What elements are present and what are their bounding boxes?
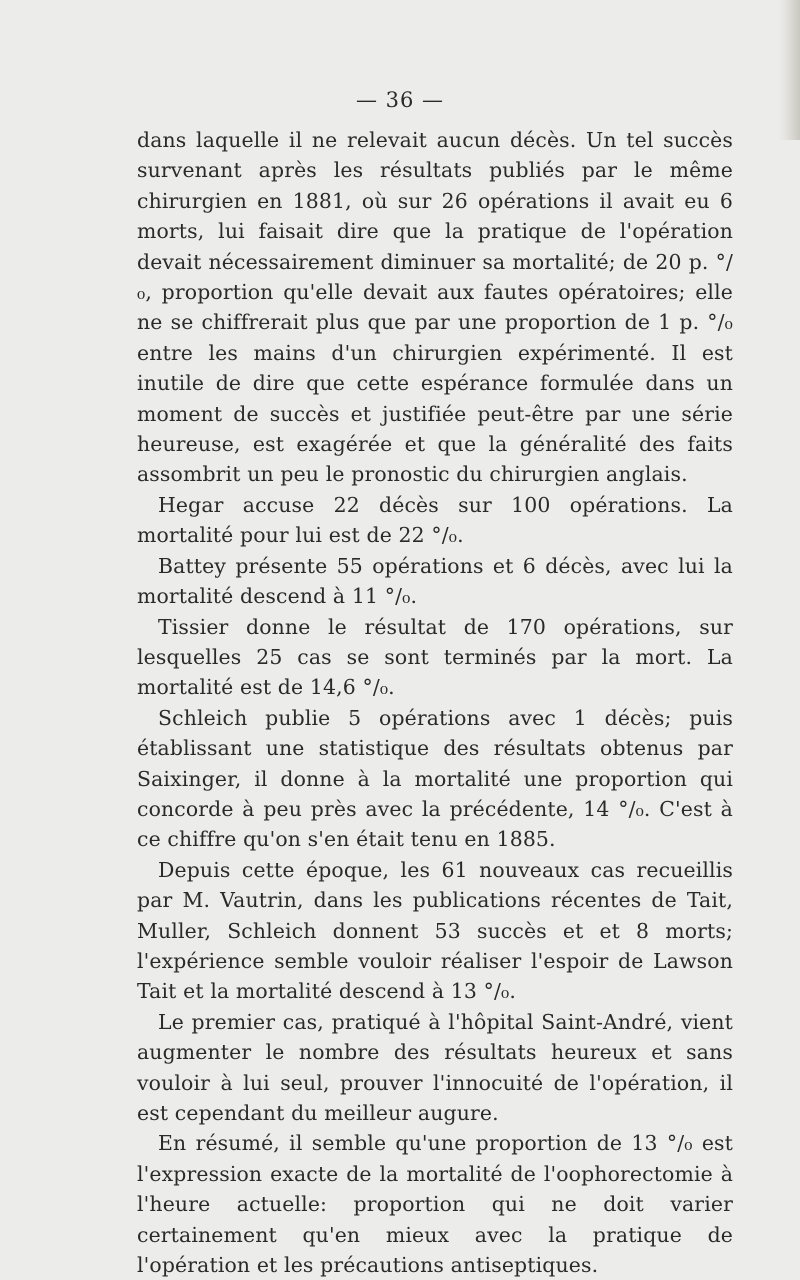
page-edge-shadow	[778, 0, 800, 140]
paragraph: Tissier donne le résultat de 170 opérations, sur lesquelles 25 cas se sont terminés par la mort. La mortalité est de 14,6 °/₀.	[137, 614, 733, 700]
paragraph: Hegar accuse 22 décès sur 100 opérations. La mortalité pour lui est de 22 °/₀.	[137, 492, 733, 548]
paragraph: dans laquelle il ne relevait aucun décès. Un tel succès survenant après les résultats publiés par le même chirurgien en 1881, où sur 26 opérations il avait eu 6 morts, lui faisait dire que la pratique de l'opération devait nécessairement diminuer sa mortalité; de 20 p. °/₀, proportion qu'elle devait aux fautes opératoires; elle ne se chiffrerait plus que par une proportion de 1 p. °/₀ entre les mains d'un chirurgien expérimenté. Il est inutile de dire que cette espérance formulée dans un moment de succès et justifiée peut-être par une série heureuse, est exagérée et que la généralité des faits assombrit un peu le pronostic du chirurgien anglais.	[137, 128, 733, 487]
paragraph: Depuis cette époque, les 61 nouveaux cas recueillis par M. Vautrin, dans les publications récentes de Tait, Muller, Schleich donnent 53 succès et et 8 morts; l'expérience semble vouloir réaliser l'espoir de Lawson Tait et la mortalité descend à 13 °/₀.	[137, 857, 733, 1004]
page-number: — 36 —	[355, 88, 445, 112]
paragraph: En résumé, il semble qu'une proportion de 13 °/₀ est l'expression exacte de la mortalité de l'oophorectomie à l'heure actuelle: proportion qui ne doit varier certainement qu'en mieux avec la pratique de l'opération et les précautions antiseptiques.	[137, 1131, 733, 1278]
body-text	[137, 125, 733, 1280]
paragraph: Le premier cas, pratiqué à l'hôpital Saint-André, vient augmenter le nombre des résultats heureux et sans vouloir à lui seul, prouver l'innocuité de l'opération, il est cependant du meilleur augure.	[137, 1009, 733, 1125]
paragraph: Schleich publie 5 opérations avec 1 décès; puis établissant une statistique des résultats obtenus par Saixinger, il donne à la mortalité une proportion qui concorde à peu près avec la précédente, 14 °/₀. C'est à ce chiffre qu'on s'en était tenu en 1885.	[137, 705, 733, 852]
paragraph: Battey présente 55 opérations et 6 décès, avec lui la mortalité descend à 11 °/₀.	[137, 553, 733, 609]
